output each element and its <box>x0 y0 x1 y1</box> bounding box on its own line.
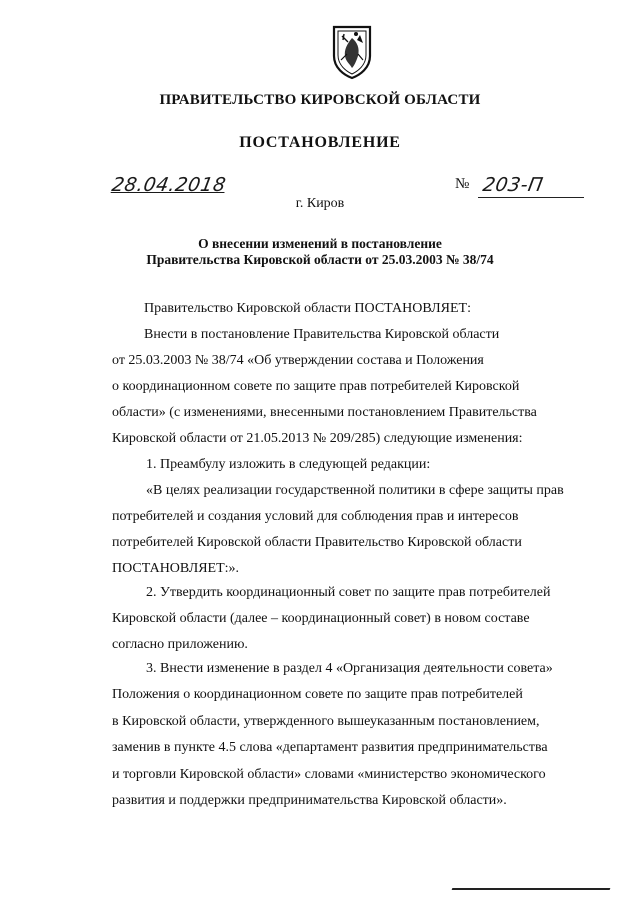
paragraph-line: Кировской области от 21.05.2013 № 209/285) следующие изменения: <box>112 431 523 446</box>
paragraph-line: «В целях реализации государственной политики в сфере защиты прав <box>146 483 564 498</box>
footer-stroke <box>452 888 611 890</box>
paragraph-line: Внести в постановление Правительства Кировской области <box>144 327 500 342</box>
paragraph-line: и торговли Кировской области» словами «министерство экономического <box>112 766 546 782</box>
paragraph-amendment-intro <box>112 322 588 452</box>
paragraph-item-3 <box>112 656 588 814</box>
paragraph-resolves <box>112 296 588 322</box>
paragraph-line: от 25.03.2003 № 38/74 «Об утверждении состава и Положения <box>112 353 484 368</box>
paragraph-line: Кировской области (далее – координационный совет) в новом составе <box>112 611 530 626</box>
paragraph-line: согласно приложению. <box>112 637 248 652</box>
paragraph-line: потребителей и создания условий для соблюдения прав и интересов <box>112 509 519 524</box>
paragraph-text: Правительство Кировской области ПОСТАНОВЛЯЕТ: <box>144 301 471 316</box>
kirov-oblast-coat-of-arms-icon <box>330 24 374 80</box>
number-label: № <box>455 176 470 192</box>
paragraph-preamble-quote <box>112 478 588 582</box>
paragraph-line: области» (с изменениями, внесенными постановлением Правительства <box>112 405 537 420</box>
paragraph-line: заменив в пункте 4.5 слова «департамент развития предпринимательства <box>112 740 548 756</box>
paragraph-item-2 <box>112 580 588 658</box>
subject-line: О внесении изменений в постановление <box>198 236 442 251</box>
document-subject <box>110 236 530 268</box>
organization-title: ПРАВИТЕЛЬСТВО КИРОВСКОЙ ОБЛАСТИ <box>159 92 481 108</box>
paragraph-line: 3. Внести изменение в раздел 4 «Организация деятельности совета» <box>146 661 553 676</box>
paragraph-line: в Кировской области, утвержденного вышеуказанным постановлением, <box>112 713 540 729</box>
paragraph-text: 1. Преамбулу изложить в следующей редакции: <box>146 457 431 472</box>
paragraph-line: Положения о координационном совете по защите прав потребителей <box>112 687 523 703</box>
handwritten-number: 203-П <box>481 174 545 196</box>
paragraph-line: потребителей Кировской области Правительство Кировской области <box>112 535 522 550</box>
document-type-title: ПОСТАНОВЛЕНИЕ <box>239 134 401 151</box>
paragraph-line: ПОСТАНОВЛЯЕТ:». <box>112 561 240 576</box>
paragraph-item-1 <box>112 452 588 478</box>
subject-line: Правительства Кировской области от 25.03.2003 № 38/74 <box>146 252 494 267</box>
paragraph-line: 2. Утвердить координационный совет по защите прав потребителей <box>146 585 551 600</box>
handwritten-date: 28.04.2018 <box>110 174 228 196</box>
paragraph-line: о координационном совете по защите прав потребителей Кировской <box>112 379 520 394</box>
paragraph-line: развития и поддержки предпринимательства Кировской области». <box>112 793 507 809</box>
city-name: г. Киров <box>295 196 345 211</box>
